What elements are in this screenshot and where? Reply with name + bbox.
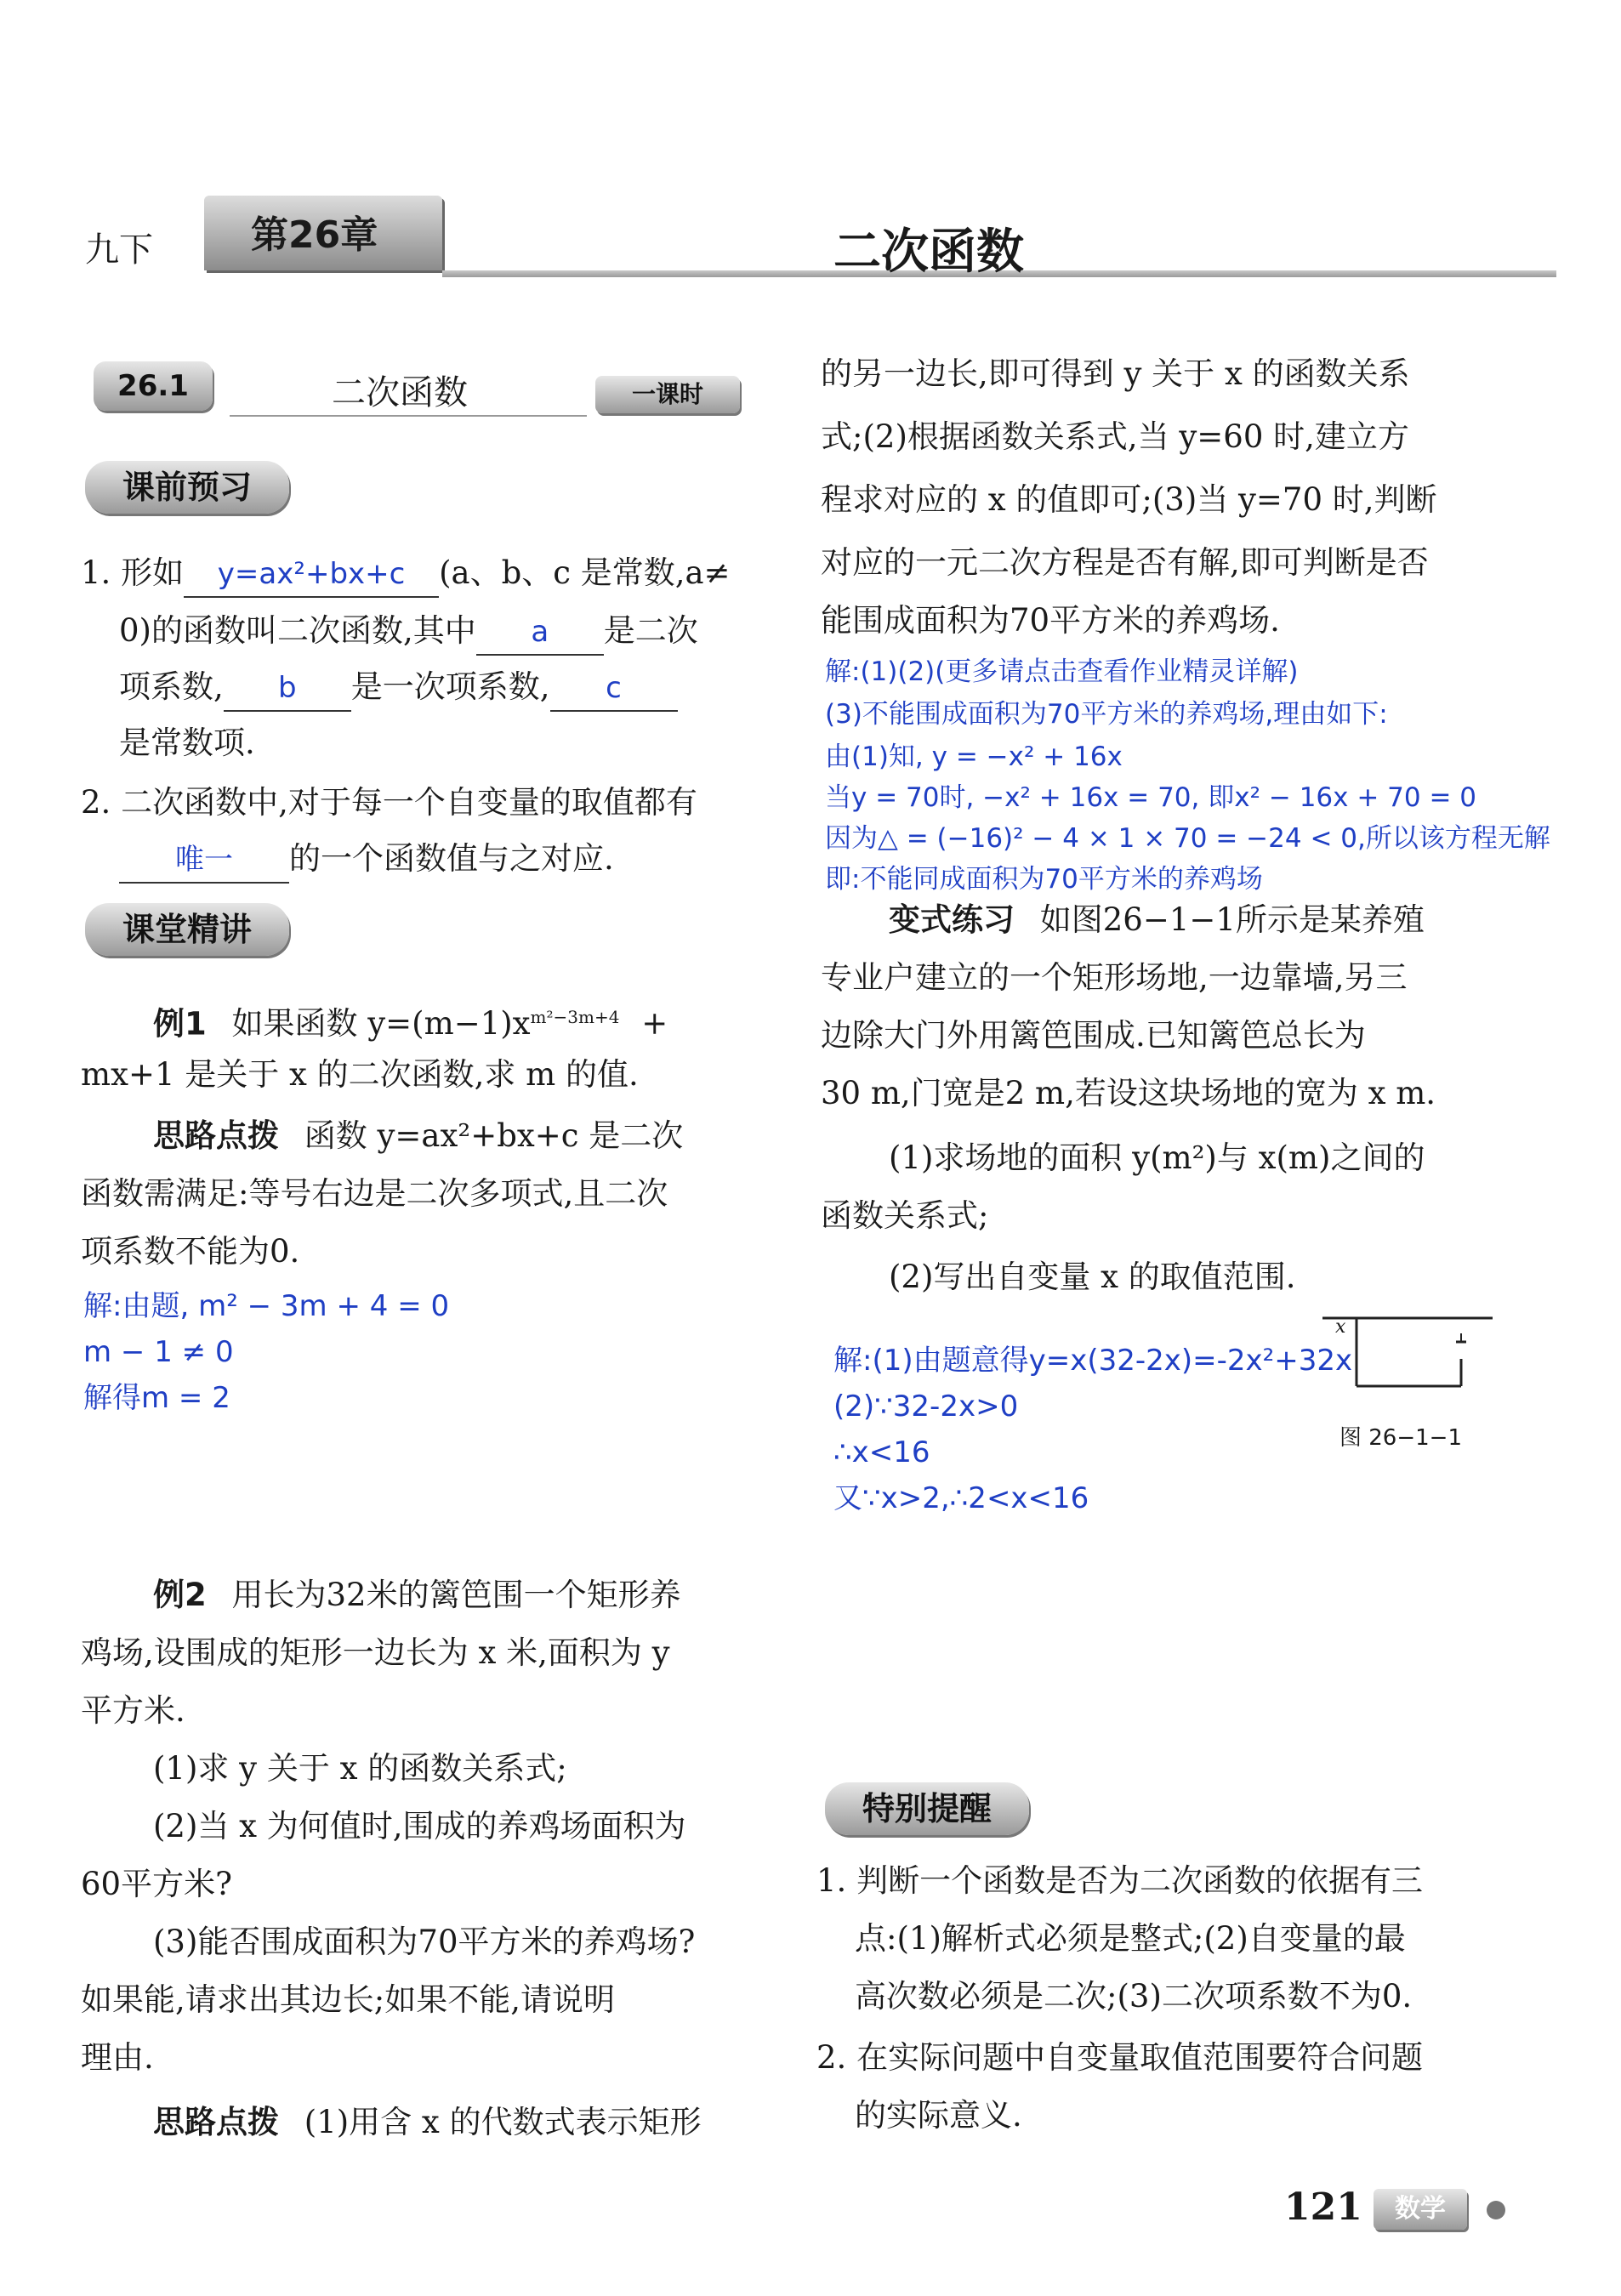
lesson-badge: 一课时 [595,376,740,413]
reminder-p1-line2: 点:(1)解析式必须是整式;(2)自变量的最 [855,1920,1406,1957]
page-number: 121 [1284,2185,1362,2229]
reminder-p1-line3: 高次数必须是二次;(3)二次项系数不为0. [855,1978,1413,2015]
preview-q1-line4: 是常数项. [119,725,255,761]
preview-q2-line2: 唯一 的一个函数值与之对应. [119,837,614,884]
chapter-number: 第26章 [251,213,378,257]
variant-q1-line1: (1)求场地的面积 y(m²)与 x(m)之间的 [889,1139,1425,1176]
footer-dot-icon [1487,2201,1505,2219]
example2-q2-line2: 60平方米? [81,1866,232,1902]
section-title: 二次函数 [332,373,468,412]
subject-tab: 数学 [1374,2189,1467,2230]
page-header [77,196,1488,289]
answer-form: y=ax²+bx+c [217,557,406,591]
example2-line1: 例2 用长为32米的篱笆围一个矩形养 [153,1577,681,1613]
example1-line1: 例1 如果函数 $y=(m-1)x^{m^2-3m+4}$ + [153,1005,668,1043]
example2-hint-line4: 程求对应的 x 的值即可;(3)当 y=70 时,判断 [821,481,1437,518]
example1-hint-line3: 项系数不能为0. [81,1233,300,1270]
answer-unique: 唯一 [175,843,233,877]
example2-solution-line5: 因为△ = (−16)² − 4 × 1 × 70 = −24 < 0,所以该方程无解 [825,823,1550,854]
preview-q1-line3: 项系数, b 是一次项系数, c [119,665,678,712]
example2-q3-line2: 如果能,请求出其边长;如果不能,请说明 [81,1981,615,2018]
example2-line2: 鸡场,设围成的矩形一边长为 x 米,面积为 y [81,1634,670,1671]
section-header [85,357,765,425]
example2-solution-line1: 解:(1)(2)(更多请点击查看作业精灵详解) [825,656,1299,687]
section-rule [230,415,587,417]
figure-x-label: x [1335,1316,1346,1338]
grade-label: 九下 [85,230,153,270]
variant-solution-line4: 又∵x>2,∴2<x<16 [833,1481,1089,1515]
section-number: 26.1 [94,361,213,411]
example2-hint-line6: 能围成面积为70平方米的养鸡场. [821,602,1280,639]
example2-q3-line3: 理由. [81,2039,154,2076]
example1-solution-line3: 解得m = 2 [83,1381,230,1415]
preview-q2-line1: 2. 二次函数中,对于每一个自变量的取值都有 [81,784,697,821]
figure-caption: 图 26−1−1 [1339,1425,1463,1451]
example2-hint-line3: 式;(2)根据函数关系式,当 y=60 时,建立方 [821,418,1409,455]
answer-b: b [277,671,297,705]
example2-solution-line4: 当y = 70时, −x² + 16x = 70, 即x² − 16x + 70 = 0 [825,782,1477,813]
example2-solution-line2: (3)不能围成面积为70平方米的养鸡场,理由如下: [825,699,1388,730]
example1-hint-line2: 函数需满足:等号右边是二次多项式,且二次 [81,1175,668,1212]
variant-q1-line2: 函数关系式; [821,1197,989,1234]
answer-a: a [531,615,549,649]
variant-line1: 变式练习 如图26−1−1所示是某养殖 [889,901,1425,938]
example2-hint-line5: 对应的一元二次方程是否有解,即可判断是否 [821,544,1429,581]
answer-c: c [606,671,622,705]
example2-q3-line1: (3)能否围成面积为70平方米的养鸡场? [153,1924,696,1960]
example2-hint-line2: 的另一边长,即可得到 y 关于 x 的函数关系 [821,355,1410,392]
reminder-heading: 特别提醒 [825,1782,1029,1835]
reminder-p1-line1: 1. 判断一个函数是否为二次函数的依据有三 [816,1862,1424,1899]
variant-solution-line3: ∴x<16 [833,1435,930,1469]
example1-solution-line2: m − 1 ≠ 0 [83,1335,234,1369]
example1-line2: mx+1 是关于 x 的二次函数,求 m 的值. [81,1056,639,1093]
example1-hint-line1: 思路点拨 函数 y=ax²+bx+c 是二次 [153,1117,684,1154]
figure-rectangle-field [1322,1310,1493,1403]
example2-q2-line1: (2)当 x 为何值时,围成的养鸡场面积为 [153,1808,686,1844]
example2-line3: 平方米. [81,1692,185,1729]
example2-solution-line6: 即:不能同成面积为70平方米的养鸡场 [825,864,1263,895]
variant-line3: 边除大门外用篱笆围成.已知篱笆总长为 [821,1017,1366,1054]
example2-hint-line1: 思路点拨 (1)用含 x 的代数式表示矩形 [153,2104,702,2140]
reminder-p2-line1: 2. 在实际问题中自变量取值范围要符合问题 [816,2039,1424,2076]
example2-solution-line3: 由(1)知, y = −x² + 16x [825,742,1123,772]
preview-q1-line2: 0)的函数叫二次函数,其中 a 是二次 [119,609,698,656]
variant-line2: 专业户建立的一个矩形场地,一边靠墙,另三 [821,959,1408,996]
chapter-title: 二次函数 [833,224,1024,280]
preview-q1-line1: 1. 形如 y=ax²+bx+c (a、b、c 是常数,a≠ [81,551,731,598]
variant-solution-line1: 解:(1)由题意得y=x(32-2x)=-2x²+32x [833,1344,1353,1378]
variant-solution-line2: (2)∵32-2x>0 [833,1390,1019,1424]
preview-heading: 课前预习 [85,461,289,514]
reminder-p2-line2: 的实际意义. [855,2097,1022,2134]
example1-solution-line1: 解:由题, m² − 3m + 4 = 0 [83,1289,450,1323]
variant-q2: (2)写出自变量 x 的取值范围. [889,1259,1296,1295]
variant-line4: 30 m,门宽是2 m,若设这块场地的宽为 x m. [821,1075,1436,1111]
lecture-heading: 课堂精讲 [85,903,289,956]
example2-q1: (1)求 y 关于 x 的函数关系式; [153,1750,567,1787]
